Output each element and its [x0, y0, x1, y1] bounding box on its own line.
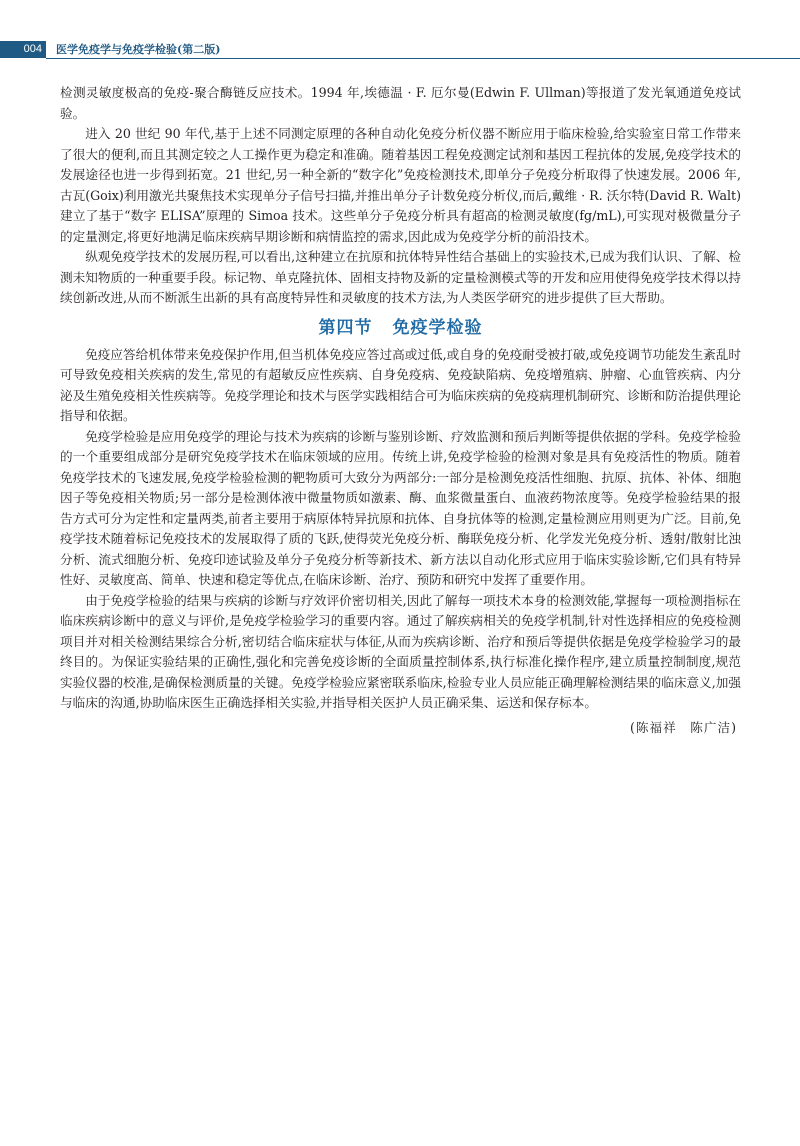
paragraph: 由于免疫学检验的结果与疾病的诊断与疗效评价密切相关,因此了解每一项技术本身的检测效能,掌握每一项检测指标在临床疾病诊断中的意义与评价,是免疫学检验学习的重要内容。通过了解疾病相关的免疫学机制,针对性选择相应的免疫检测项目并对相关检测结果综合分析,密切结合临床症状与体征,从而为疾病诊断、治疗和预后等提供依据是免疫学检验学习的最终目的。为保证实验结果的正确性,强化和完善免疫诊断的全面质量控制体系,执行标准化操作程序,建立质量控制制度,规范实验仪器的校准,是确保检测质量的关键。免疫学检验应紧密联系临床,检验专业人员应能正确理解检测结果的临床意义,加强与临床的沟通,协助临床医生正确选择相关实验,并指导相关医护人员正确采集、运送和保存标本。 [60, 592, 741, 710]
authors: (陈福祥 陈广洁) [630, 719, 737, 735]
page-number: 004 [0, 41, 46, 58]
section-number: 第四节 [318, 317, 373, 338]
paragraph: 纵观免疫学技术的发展历程,可以看出,这种建立在抗原和抗体特异性结合基础上的实验技术,已成为我们认识、了解、检测未知物质的一种重要手段。标记物、单克隆抗体、固相支持物及新的定量检测模式等的开发和应用使得免疫学技术得以持续创新改进,从而不断派生出新的具有高度特异性和灵敏度的技术方法,为人类医学研究的进步提供了巨大帮助。 [60, 249, 741, 305]
section-heading [60, 316, 741, 340]
paragraph: 免疫学检验是应用免疫学的理论与技术为疾病的诊断与鉴别诊断、疗效监测和预后判断等提供依据的学科。免疫学检验的一个重要组成部分是研究免疫学技术在临床领域的应用。传统上讲,免疫学检验的检测对象是具有免疫活性的物质。随着免疫学技术的飞速发展,免疫学检验检测的靶物质可大致分为两部分:一部分是检测免疫活性细胞、抗原、抗体、补体、细胞因子等免疫相关物质;另一部分是检测体液中微量物质如激素、酶、血浆微量蛋白、血液药物浓度等。免疫学检验结果的报告方式可分为定性和定量两类,前者主要用于病原体特异抗原和抗体、自身抗体等的检测,定量检测应用则更为广泛。目前,免疫学技术随着标记免疫技术的发展取得了质的飞跃,使得荧光免疫分析、酶联免疫分析、化学发光免疫分析、透射/散射比浊分析、流式细胞分析、免疫印迹试验及单分子免疫分析等新技术、新方法以自动化形式应用于临床实验诊断,它们具有特异性好、灵敏度高、简单、快速和稳定等优点,在临床诊断、治疗、预防和研究中发挥了重要作用。 [60, 428, 741, 587]
section-title: 免疫学检验 [392, 317, 483, 338]
page-header [0, 39, 800, 61]
header-rule [46, 58, 800, 59]
paragraph: 免疫应答给机体带来免疫保护作用,但当机体免疫应答过高或过低,或自身的免疫耐受被打破,或免疫调节功能发生紊乱时可导致免疫相关疾病的发生,常见的有超敏反应性疾病、自身免疫病、免疫缺陷病、免疫增殖病、肿瘤、心血管疾病、内分泌及生殖免疫相关性疾病等。免疫学理论和技术与医学实践相结合可为临床疾病的免疫病理机制研究、诊断和防治提供理论指导和依据。 [60, 346, 741, 423]
paragraph-continued: 检测灵敏度极高的免疫-聚合酶链反应技术。1994 年,埃德温 · F. 厄尔曼(Edwin F. Ullman)等报道了发光氧通道免疫试验。 [60, 85, 741, 121]
running-title: 医学免疫学与免疫学检验(第二版) [56, 43, 221, 56]
page-body [60, 83, 741, 738]
paragraph: 进入 20 世纪 90 年代,基于上述不同测定原理的各种自动化免疫分析仪器不断应用于临床检验,给实验室日常工作带来了很大的便利,而且其测定较之人工操作更为稳定和准确。随着基因工程免疫测定试剂和基因工程抗体的发展,免疫学技术的发展途径也进一步得到拓宽。21 世纪,另一种全新的“数字化”免疫检测技术,即单分子免疫分析取得了快速发展。2006 年,古瓦(Goix)利用激光共聚焦技术实现单分子信号扫描,并推出单分子计数免疫分析仪,而后,戴维 · R. 沃尔特(David R. Walt)建立了基于“数字 ELISA”原理的 Simoa 技术。这些单分子免疫分析具有超高的检测灵敏度(fg/mL),可实现对极微量分子的定量测定,将更好地满足临床疾病早期诊断和病情监控的需求,因此成为免疫学分析的前沿技术。 [60, 126, 741, 244]
